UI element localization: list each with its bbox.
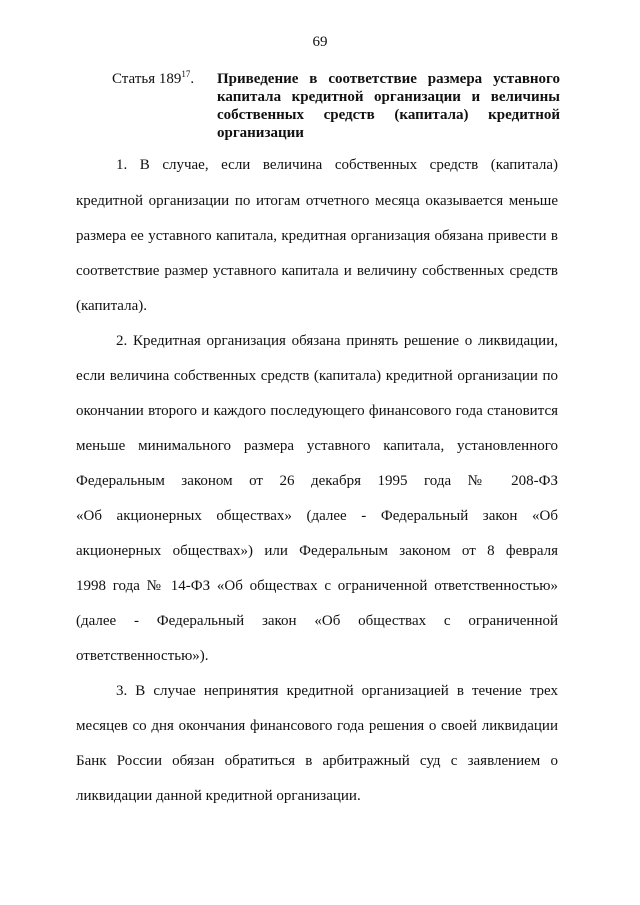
paragraph-2-line: акционерных обществах») или Федеральным законом от 8 февраля: [76, 543, 558, 559]
paragraph-2-line: окончании второго и каждого последующего финансового года становится: [76, 403, 558, 419]
article-label: [112, 70, 194, 88]
paragraph-2-line: если величина собственных средств (капитала) кредитной организации по: [76, 368, 558, 384]
paragraph-1-line: размера ее уставного капитала, кредитная организация обязана привести в: [76, 228, 558, 244]
paragraph-3-line: 3. В случае непринятия кредитной организацией в течение трех: [116, 683, 558, 699]
paragraph-3-line: ликвидации данной кредитной организации.: [76, 788, 361, 804]
paragraph-2-line: «Об акционерных обществах» (далее - Федеральный закон «Об: [76, 508, 558, 524]
paragraph-1-line: (капитала).: [76, 298, 147, 314]
paragraph-2-line: Федеральным законом от 26 декабря 1995 года № 208-ФЗ: [76, 473, 558, 489]
article-label-superscript: 17: [181, 69, 191, 79]
page-number: 69: [312, 34, 328, 50]
article-title: Приведение в соответствие размера уставного капитала кредитной организации и величины собственных средств (капитала) кредитной организации: [217, 71, 560, 141]
paragraph-2-line: (далее - Федеральный закон «Об обществах с ограниченной: [76, 613, 558, 629]
paragraph-2-line: 1998 года № 14-ФЗ «Об обществах с ограниченной ответственностью»: [76, 578, 558, 594]
paragraph-2-line: 2. Кредитная организация обязана принять решение о ликвидации,: [116, 333, 558, 349]
paragraph-1-line: соответствие размер уставного капитала и величину собственных средств: [76, 263, 558, 279]
paragraph-2-line: меньше минимального размера уставного капитала, установленного: [76, 438, 558, 454]
article-label-suffix: .: [190, 71, 195, 87]
paragraph-1-line: кредитной организации по итогам отчетного месяца оказывается меньше: [76, 193, 558, 209]
article-label-prefix: Статья 189: [112, 71, 182, 87]
paragraph-3-line: Банк России обязан обратиться в арбитражный суд с заявлением о: [76, 753, 558, 769]
paragraph-2-line: ответственностью»).: [76, 648, 209, 664]
paragraph-1-line: 1. В случае, если величина собственных средств (капитала): [116, 157, 558, 173]
paragraph-3-line: месяцев со дня окончания финансового года решения о своей ликвидации: [76, 718, 558, 734]
